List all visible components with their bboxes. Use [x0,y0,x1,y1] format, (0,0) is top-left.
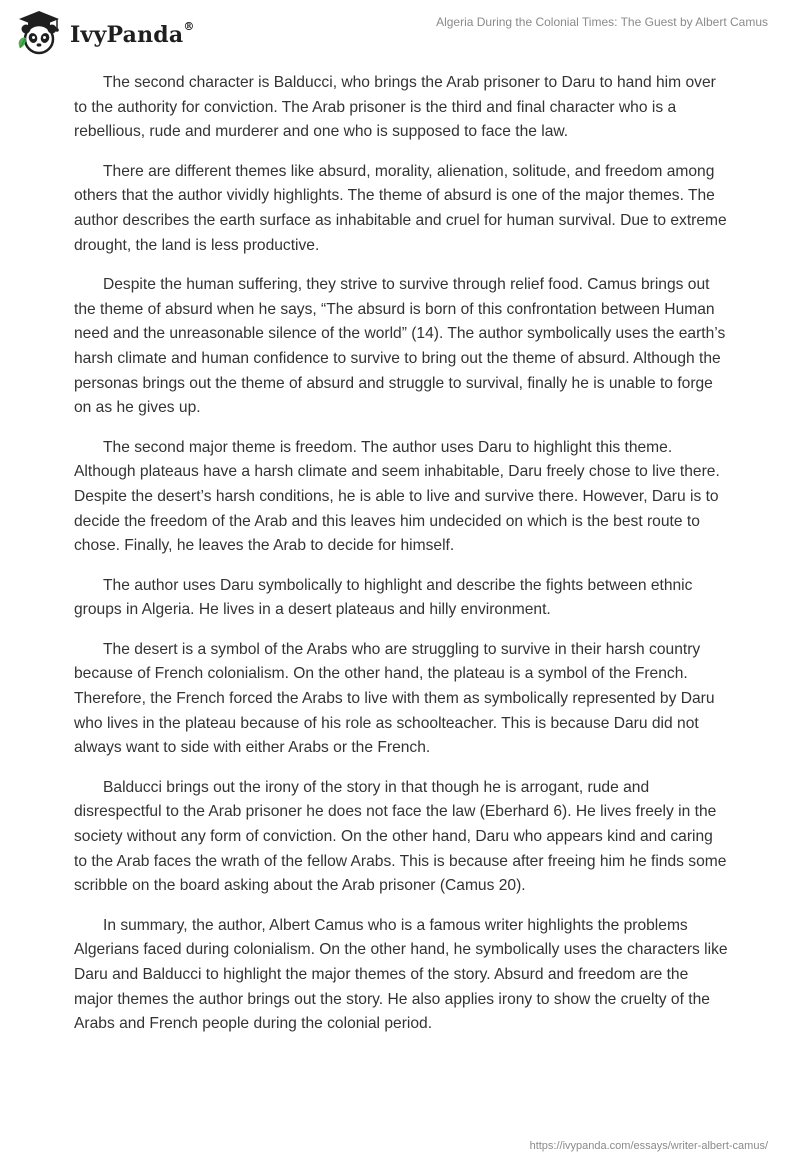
page-header [0,0,800,64]
paragraph-1: The second character is Balducci, who brings the Arab prisoner to Daru to hand him over to the authority for conviction. The Arab prisoner is the third and final character who is a rebellious, rude and murderer and one who is supposed to face the law. [74,74,716,141]
document-title: Algeria During the Colonial Times: The Guest by Albert Camus [436,15,768,29]
ivypanda-logo[interactable] [14,8,195,58]
source-url-link[interactable]: https://ivypanda.com/essays/writer-albert-camus/ [529,1140,768,1152]
panda-logo-icon [14,8,64,58]
registered-mark: ® [183,19,195,33]
paragraph-8: In summary, the author, Albert Camus who is a famous writer highlights the problems Algerians faced during colonialism. On the other hand, he symbolically uses the characters like Daru and Balducci to highlight the major themes of the story. Absurd and freedom are the major themes the author brings out the story. He also applies irony to show the cruelty of the Arabs and French people during the colonial period. [74,916,728,1033]
essay-body [74,71,730,1052]
paragraph-4: The second major theme is freedom. The author uses Daru to highlight this theme. Although plateaus have a harsh climate and seem inhabitable, Daru freely chose to live there. Despite the desert’s harsh conditions, he is able to live and survive there. However, Daru is to decide the freedom of the Arab and this leaves him undecided on which is the best route to chose. Finally, he leaves the Arab to decide for himself. [74,438,720,555]
brand-name [70,19,195,48]
paragraph-5: The author uses Daru symbolically to highlight and describe the fights between ethnic groups in Algeria. He lives in a desert plateaus and hilly environment. [74,576,693,619]
paragraph-7: Balducci brings out the irony of the story in that though he is arrogant, rude and disrespectful to the Arab prisoner he does not face the law (Eberhard 6). He lives freely in the society without any form of conviction. On the other hand, Daru who appears kind and caring to the Arab faces the wrath of the fellow Arabs. This is because after freeing him he finds some scribble on the board asking about the Arab prisoner (Camus 20). [74,778,727,895]
paragraph-3: Despite the human suffering, they strive to survive through relief food. Camus brings out the theme of absurd when he says, “The absurd is born of this confrontation between Human need and the unreasonable silence of the world” (14). The author symbolically uses the earth’s harsh climate and human confidence to survive to bring out the theme of absurd. Although the personas brings out the theme of absurd and struggle to survival, finally he is unable to forge on as he gives up. [74,276,726,417]
brand-label: IvyPanda [70,22,184,48]
paragraph-2: There are different themes like absurd, morality, alienation, solitude, and freedom among others that the author vividly highlights. The theme of absurd is one of the major themes. The author describes the earth surface as inhabitable and cruel for human survival. Due to extreme drought, the land is less productive. [74,162,727,254]
paragraph-6: The desert is a symbol of the Arabs who are struggling to survive in their harsh country because of French colonialism. On the other hand, the plateau is a symbol of the French. Therefore, the French forced the Arabs to live with them as symbolically represented by Daru who lives in the plateau because of his role as schoolteacher. This is because Daru did not always want to side with either Arabs or the French. [74,640,715,757]
